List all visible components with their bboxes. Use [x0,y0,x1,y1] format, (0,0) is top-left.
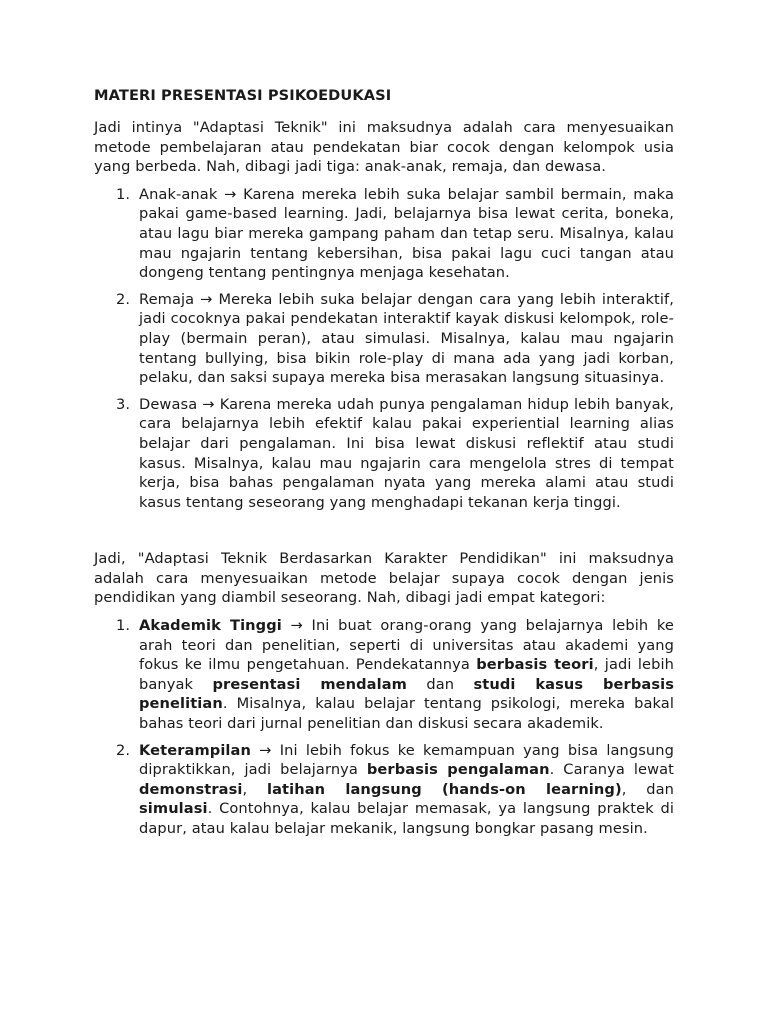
list-number: 3. [116,395,131,413]
bold-term: demonstrasi [139,780,243,798]
item-heading: Keterampilan [139,741,251,759]
list-item-text: Remaja → Mereka lebih suka belajar dengan cara yang lebih interaktif, jadi cocoknya pakai pendekatan interaktif kayak diskusi kelompok, role-play (bermain peran), atau simulasi. Misalnya, kalau mau ngajarin tentang bullying, bisa bikin role-play di mana ada yang jadi korban, pelaku, dan saksi supaya mereka bisa merasakan langsung situasinya. [139,290,674,387]
section1-intro: Jadi intinya "Adaptasi Teknik" ini maksudnya adalah cara menyesuaikan metode pembelajaran atau pendekatan biar cocok dengan kelompok usia yang berbeda. Nah, dibagi jadi tiga: anak-anak, remaja, dan dewasa. [94,119,674,176]
bold-term: berbasis teori [476,656,594,674]
list-number: 2. [116,290,131,308]
text-run: . Contohnya, kalau belajar memasak, ya langsung praktek di dapur, atau kalau belajar mekanik, langsung bongkar pasang mesin. [139,800,674,837]
document-title: MATERI PRESENTASI PSIKOEDUKASI [94,87,392,104]
section-spacer [94,519,674,549]
text-run: , [242,780,267,798]
age-group-list [94,185,674,513]
bold-term: simulasi [139,800,208,818]
list-item-text [139,617,674,732]
list-item [94,395,674,513]
list-item-text [139,742,674,837]
section2-intro: Jadi, "Adaptasi Teknik Berdasarkan Karakter Pendidikan" ini maksudnya adalah cara menyesuaikan metode belajar supaya cocok dengan jenis pendidikan yang diambil seseorang. Nah, dibagi jadi empat kategori: [94,550,674,607]
text-run: . Misalnya, kalau belajar tentang psikologi, mereka bakal bahas teori dari jurnal penelitian dan diskusi secara akademik. [139,695,674,733]
list-number: 1. [116,185,131,203]
list-item-text: Dewasa → Karena mereka udah punya pengalaman hidup lebih banyak, cara belajarnya lebih efektif kalau pakai experiential learning alias belajar dari pengalaman. Ini bisa lewat diskusi reflektif atau studi kasus. Misalnya, kalau mau ngajarin cara mengelola stres di tempat kerja, bisa bahas pengalaman nyata yang mereka alami atau studi kasus tentang seseorang yang menghadapi tekanan kerja tinggi. [139,395,674,511]
list-item [94,616,674,734]
text-run: , dan [621,780,674,798]
bold-term: studi kasus berbasis penelitian [139,675,674,713]
list-number: 2. [116,741,131,759]
item-heading: Akademik Tinggi [139,617,282,635]
list-item [94,741,674,839]
list-item-text: Anak-anak → Karena mereka lebih suka belajar sambil bermain, maka pakai game-based learning. Jadi, belajarnya bisa lewat cerita, boneka, atau lagu biar mereka gampang paham dan tetap seru. Misalnya, kalau mau ngajarin tentang kebersihan, bisa pakai lagu cuci tangan atau dongeng tentang pentingnya menjaga kesehatan. [139,185,674,282]
list-item [94,185,674,283]
text-run: dan [406,675,474,693]
document-page [94,86,674,846]
list-number: 1. [116,617,131,635]
list-item [94,290,674,388]
text-run: → Ini lebih fokus ke kemampuan yang bisa langsung dipraktikkan, jadi belajarnya [139,741,674,779]
bold-term: presentasi mendalam [212,675,407,693]
text-run: → Ini buat orang-orang yang belajarnya lebih ke arah teori dan penelitian, seperti di universitas atau akademi yang fokus ke ilmu pengetahuan. Pendekatannya [139,617,674,674]
text-run: , jadi lebih banyak [139,656,674,693]
bold-term: latihan langsung (hands-on learning) [266,780,622,798]
text-run: . Caranya lewat [549,761,674,779]
education-type-list [94,616,674,839]
bold-term: berbasis pengalaman [366,761,550,779]
